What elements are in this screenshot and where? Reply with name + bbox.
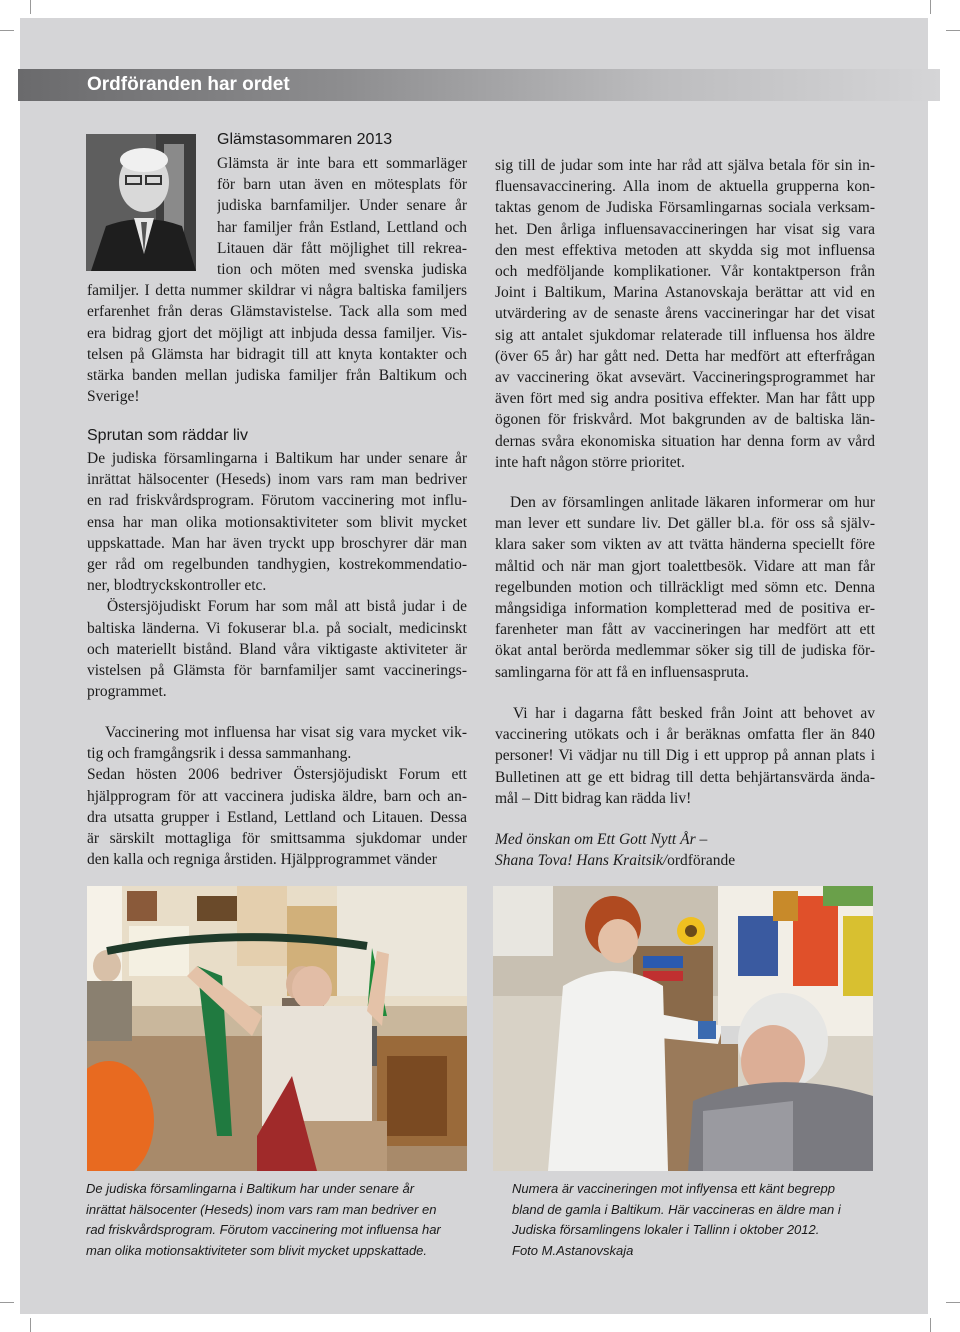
text-line: måltid och när man gjort toalettbesök. Vidare att man får [495, 557, 875, 575]
text-line: ökat antal berörda medlemmar söker sig till de judiska för- [495, 642, 875, 660]
text-line: ner, blodtryckskontroller etc. [87, 577, 267, 595]
text-line: programmet. [87, 683, 167, 701]
text-line: sig till de judar som inte har råd att själva betala för sin in- [495, 157, 875, 174]
caption-line: Foto M.Astanovskaja [512, 1243, 634, 1259]
text-line: mångsidiga information kompletterad med de positiva er- [495, 600, 875, 617]
text-line: och medföljande komplikationer. Vår kontaktperson från [495, 263, 875, 280]
text-line: utvärdering av de senaste årens vaccineringar har det visat [495, 305, 875, 323]
text-line: personer! Vi vädjar nu till Dig i ett upprop på annan plats i [495, 747, 875, 765]
caption-line: bland de gamla i Baltikum. Här vaccineras en äldre man i [512, 1201, 841, 1217]
photo-exercise [87, 886, 467, 1171]
text-line: den kalla och regniga årstiden. Hjälpprogrammet vänder [87, 851, 437, 869]
text-line: den mest effektiva metoden att skydda sig mot influensa [495, 241, 875, 259]
text-line: har familjer från Estland, Lettland och [217, 218, 467, 236]
heading-sprutan: Sprutan som räddar liv [87, 427, 248, 444]
text-line: fluensavaccinering. Alla inom de aktuella grupperna kon- [495, 178, 875, 196]
photo-vaccination [493, 886, 873, 1171]
text-line: het. Den årliga influensavaccineringen har visat sig vara [495, 220, 875, 238]
text-line: inrättat hälsocenter (Heseds) inom vars ram man bedriver [87, 471, 467, 489]
text-line: era bidrag gjort det möjligt att inbjuda dessa familjer. Vis- [87, 324, 467, 342]
text-line: klara saker som vikten av att tvätta händerna speciellt före [495, 536, 875, 554]
heading-glamstasommaren: Glämstasommaren 2013 [217, 131, 393, 148]
signature-greeting: Med önskan om Ett Gott Nytt År – [495, 831, 708, 848]
signature-line [495, 850, 735, 871]
crop-mark [946, 1302, 960, 1303]
text-line: är särskilt mottagliga för smittsamma sjukdomar under [87, 830, 467, 847]
text-line: och materiellt bistånd. Bland våra viktigaste aktiviteter är [87, 640, 467, 658]
caption-line: Numera är vaccineringen mot inflyensa ett känt begrepp [512, 1181, 836, 1196]
text-line: även fört med sig andra positiva effekter. Man har fått upp [495, 390, 875, 408]
text-line: familjer. I detta nummer skildrar vi några baltiska familjers [87, 282, 467, 300]
text-line: Sedan hösten 2006 bedriver Östersjöjudiskt Forum ett [87, 766, 467, 784]
text-line: av vaccinering ökat avsevärt. Vaccineringsprogrammet har [495, 369, 875, 386]
crop-mark [930, 1318, 931, 1332]
crop-mark [0, 30, 14, 31]
crop-mark [30, 0, 31, 14]
text-line: dra utsatta grupper i Estland, Lettland och Litauen. Dessa [87, 808, 467, 826]
text-line: ögonen för friskvård. Mot bakgrunden av de baltiska län- [495, 411, 875, 429]
text-line: vaccinering utökats och i år beräknas omfatta fler än 840 [495, 726, 875, 744]
text-line: baltiska länderna. Vi fokuserar bl.a. på socialt, medicinskt [87, 619, 467, 637]
text-line: erfarenhet från deras Glämstavistelse. Tack alla som med [87, 303, 467, 321]
caption-line: De judiska församlingarna i Baltikum har under senare år [86, 1181, 415, 1196]
text-line: uppskattade. Man har även tryckt upp broschyrer där man [87, 534, 467, 552]
caption-line: rad friskvårdsprogram. Förutom vaccinering mot influensa har [86, 1222, 441, 1238]
text-line: Bulletinen att ge ett bidrag till detta behjärtansvärda ända- [495, 768, 875, 786]
text-line: ensa har man olika motionsaktiviteter som blivit mycket [87, 513, 467, 531]
text-line: tig och framgångsrik i dessa sammanhang. [87, 745, 352, 763]
text-line: för barn utan även en mötesplats för [217, 176, 467, 194]
text-line: Glämsta är inte bara ett sommarläger [217, 155, 467, 172]
text-line: judiska barnfamiljer. Under senare år [217, 197, 467, 215]
caption-line: man olika motionsaktiviteter som blivit mycket uppskattade. [86, 1243, 428, 1259]
text-line: telsen på Glämsta har bidragit till att knyta kontakter och [87, 345, 467, 363]
text-line: De judiska församlingarna i Baltikum har under senare år [87, 450, 467, 467]
text-line: ger råd om regelbunden tandhygien, kostrekommendatio- [87, 556, 467, 573]
text-line: dernas svåra ekonomiska situation har denna form av vård [495, 432, 875, 450]
text-line: mål – Ditt bidrag kan rädda liv! [495, 789, 692, 807]
portrait-photo [86, 134, 196, 271]
text-line: man lever ett sundare liv. Det gäller bl.a. för oss så själv- [495, 515, 875, 533]
crop-mark [0, 1302, 14, 1303]
text-line: Vaccinering mot influensa har visat sig vara mycket vik- [105, 724, 467, 741]
caption-line: inrättat hälsocenter (Heseds) inom vars ram man bedriver en [86, 1201, 437, 1217]
text-line: inte haft någon större prioritet. [495, 453, 685, 471]
text-line: hjälpprogram för att vaccinera judiska äldre, barn och an- [87, 787, 467, 805]
text-line: Litauen där fått möjlighet till rekrea- [217, 239, 467, 257]
text-line: farenheter man fått av vaccineringen har medfört att ett [495, 621, 875, 639]
text-line: samlingarna för att få en influensaspruta. [495, 663, 749, 681]
crop-mark [30, 1318, 31, 1332]
text-line: tion och möten med svenska judiska [217, 261, 467, 278]
text-line: Östersjöjudiskt Forum har som mål att bistå judar i de [107, 598, 467, 616]
text-line: regelbunden motion och tillräckligt med sömn etc. Denna [495, 578, 875, 596]
crop-mark [930, 0, 931, 14]
text-line: en rad friskvårdsprogram. Förutom vaccinering mot influ- [87, 492, 467, 510]
signature-name: Shana Tova! Hans Kraitsik/ [495, 852, 668, 869]
text-line: vistelsen på Glämsta för barnfamiljer samt vaccinerings- [87, 662, 467, 679]
crop-mark [946, 30, 960, 31]
text-line: sig att antalet sjukdomar relaterade till influensa hos äldre [495, 326, 875, 344]
text-line: Sverige! [87, 388, 140, 406]
text-line: Vi har i dagarna fått besked från Joint att behovet av [513, 705, 875, 722]
page-title: Ordföranden har ordet [87, 74, 290, 95]
text-line: taktas genom de Judiska Församlingarnas sociala verksam- [495, 199, 875, 217]
signature-role: ordförande [667, 852, 736, 869]
text-line: (över 65 år) har gått ned. Detta har medfört att efterfrågan [495, 347, 875, 365]
text-line: Den av församlingen anlitade läkaren informerar om hur [510, 494, 875, 511]
text-line: Joint i Baltikum, Marina Astanovskaja berättar att vid en [495, 284, 875, 302]
caption-line: Judiska församlingens lokaler i Tallinn i oktober 2012. [512, 1222, 820, 1238]
text-line: stärka banden mellan judiska familjer från Baltikum och [87, 367, 467, 384]
